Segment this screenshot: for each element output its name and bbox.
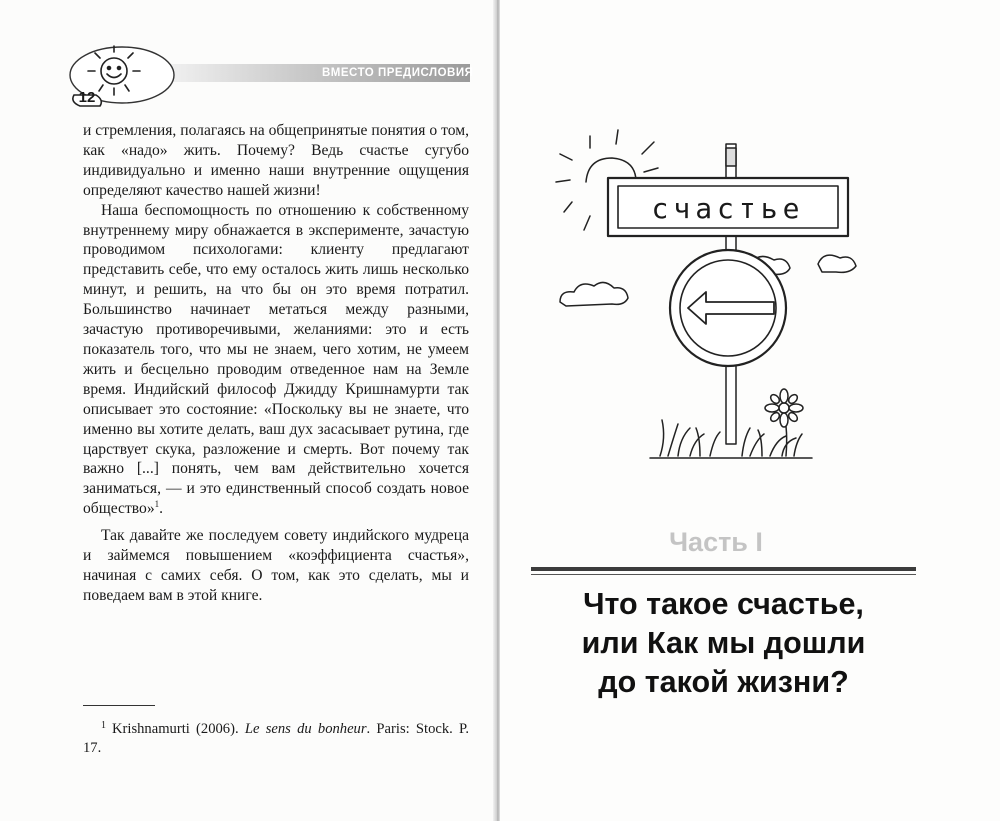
flower-icon [765,389,803,456]
chapter-title-line-2: или Как мы дошли [581,626,866,660]
paragraph-2: Наша беспомощность по отношению к собственному внутреннему миру обнажается в эксперименте, зачастую проводимом психологами: клиенту предлагают представить себе, что ему осталось жить лишь несколько минут, и решить, на что бы он это время потратил. Большинство начинает метаться между разными, зачастую противоречивыми, желаниями: это и есть показатель того, что мы не знаем, чего хотим, не умеем жить и бесцельно проводим отведенное нам на Земле время. Индийский философ Джидду Кришнамурти так описывает это состояние: «Поскольку вы не знаете, что именно вы хотите делать, ваш дух засасывает рутина, где царствует скука, разложение и смерть. Вот почему так важно [...] понять, чем вам действительно хочется заниматься, — и это единственный способ создать новое общество»$^1$. [83,201,469,518]
footnote-book-title: Le sens du bonheur [244,721,367,737]
running-header-title: ВМЕСТО ПРЕДИСЛОВИЯ [322,67,474,79]
footnote-text-after: . Paris: Stock. Р. 17. [83,721,469,756]
chapter-title-line-1: Что такое счастье, [583,587,864,621]
paragraph-2-text: Наша беспомощность по отношению к собственному внутреннему миру обнажается в эксперименте, зачастую проводимом психологами: клиенту предлагают представить себе, что ему осталось жить лишь несколько минут, и решить, на что бы он это время потратил. Большинство начинает метаться между разными, зачастую противоречивыми, желаниями: это и есть показатель того, что мы не знаем, чего хотим, не умеем жить и бесцельно проводим отведенное нам на Земле время. Индийский философ Джидду Кришнамурти так описывает это состояние: «Поскольку вы не знаете, что именно вы хотите делать, ваш дух засасывает рутина, где царствует скука, разложение и смерть. Вот почему так важно [...] понять, чем вам действительно хочется заниматься, — и это единственный способ создать новое общество» [83,201,469,518]
title-divider-thick [531,567,916,571]
sign-text: счастье [651,192,805,225]
footnote [83,716,469,758]
title-divider-thin [531,574,916,575]
direction-sign-icon [608,178,848,366]
page-number: 12 [78,89,96,106]
part-label: Часть I [669,527,763,557]
paragraph-3: Так давайте же последуем совету индийского мудреца и займемся повышением «коэффициента счастья», начиная с самих себя. О том, как это сделать, мы и поведаем вам в этой книге. [83,527,469,604]
footnote-mark: 1 [101,720,106,731]
footnote-divider [83,705,155,706]
chapter-title [531,585,916,702]
footnote-reference: 1 [154,499,160,510]
paragraph-1: и стремления, полагаясь на общепринятые понятия о том, как «надо» жить. Почему? Ведь счастье сугубо индивидуально и именно наши внутренние ощущения определяют качество нашей жизни! [83,122,469,199]
happiness-sign-illustration [550,120,860,500]
footnote-text-before: Krishnamurti (2006). [112,721,245,737]
body-text [83,121,469,606]
chapter-title-line-3: до такой жизни? [598,665,849,699]
